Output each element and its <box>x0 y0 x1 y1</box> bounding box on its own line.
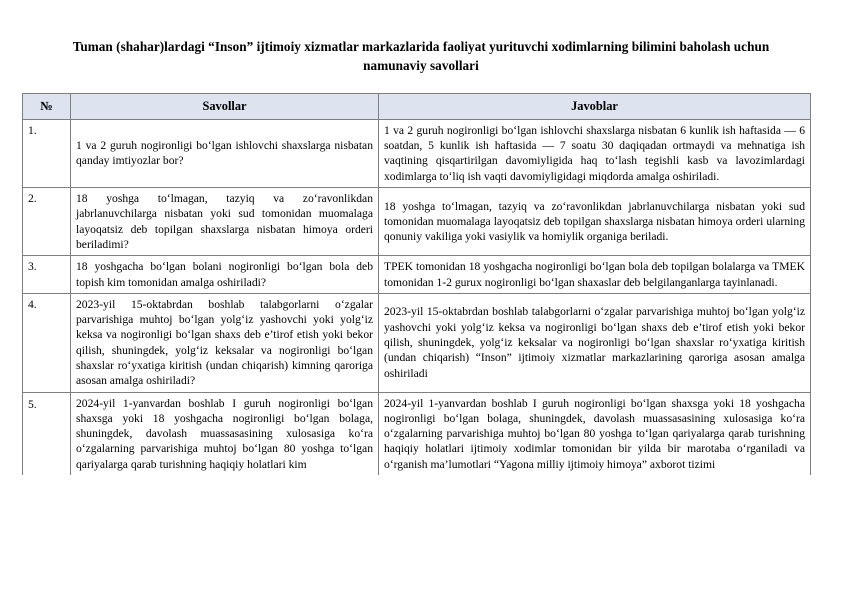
table-row <box>23 188 811 256</box>
column-header-number: № <box>23 94 71 119</box>
table-row <box>23 256 811 294</box>
qa-table-wrapper <box>22 93 810 475</box>
table-row <box>23 392 811 475</box>
row-number: 5. <box>23 392 71 475</box>
table-header-row <box>23 94 811 119</box>
table-row <box>23 119 811 187</box>
column-header-questions: Savollar <box>71 94 379 119</box>
row-question: 18 yoshga to‘lmagan, tazyiq va zo‘ravonlikdan jabrlanuvchilarga nisbatan yoki sud tomonidan muomalaga layoqatsiz deb topilgan shaxslarga nisbatan himoya orderi beriladimi? <box>71 188 379 256</box>
qa-table <box>22 93 811 475</box>
row-number: 2. <box>23 188 71 256</box>
row-question-text: 2024-yil 1-yanvardan boshlab I guruh nogironligi bo‘lgan shaxsga yoki 18 yoshgacha nogironligi bo‘lgan bolaga, shuningdek, davolash muassasasining xulosasiga ko‘ra o‘zgalarning parvarishiga muhtoj bo‘lgan 80 yoshga to‘lgan qariyalarga qarab turishning haqiqiy holatlari kim <box>76 396 373 471</box>
row-answer <box>379 392 811 475</box>
column-header-answers: Javoblar <box>379 94 811 119</box>
row-answer: 2023-yil 15-oktabrdan boshlab talabgorlarni o‘zgalar parvarishiga muhtoj bo‘lgan yolg‘iz yashovchi yoki yolg‘iz keksa va nogironligi bo‘lgan shaxs deb e’tirof etish yoki bekor qilish, shuningdek, yolg‘iz keksalar va nogironligi bo‘lgan shaxslar ro‘yxatiga kiritish (undan chiqarish) “Inson” ijtimoiy xizmatlar markazlarining qaroriga asosan amalga oshiriladi <box>379 293 811 392</box>
table-header <box>23 94 811 119</box>
row-number: 4. <box>23 293 71 392</box>
row-answer: 18 yoshga to‘lmagan, tazyiq va zo‘ravonlikdan jabrlanuvchilarga nisbatan yoki sud tomonidan muomalaga layoqatsiz deb topilgan shaxslarga nisbatan himoya orderi ularning qonuniy vakiliga yoki vasiylik va homiylik organiga beriladi. <box>379 188 811 256</box>
table-body <box>23 119 811 475</box>
table-row <box>23 293 811 392</box>
row-answer-text: 2024-yil 1-yanvardan boshlab I guruh nogironligi bo‘lgan shaxsga yoki 18 yoshgacha nogironligi bo‘lgan bolaga, shuningdek, davolash muassasasining xulosasiga ko‘ra o‘zgalarning parvarishiga muhtoj bo‘lgan 80 yoshga to‘lgan qariyalarga qarab turishning haqiqiy holatlari ijtimoiy xodimlar tomonidan bir yilda bir marotaba o‘rganiladi va o‘rganish ma’lumotlari “Yagona milliy ijtimoiy himoya” axborot tizimi <box>384 396 805 471</box>
row-question: 18 yoshgacha bo‘lgan bolani nogironligi bo‘lgan bola deb topish kim tomonidan amalga oshiriladi? <box>71 256 379 294</box>
row-question: 1 va 2 guruh nogironligi bo‘lgan ishlovchi shaxslarga nisbatan qanday imtiyozlar bor? <box>71 119 379 187</box>
row-number: 3. <box>23 256 71 294</box>
row-number: 1. <box>23 119 71 187</box>
row-question: 2023-yil 15-oktabrdan boshlab talabgorlarni o‘zgalar parvarishiga muhtoj bo‘lgan yolg‘iz yashovchi yoki yolg‘iz keksa va nogironligi bo‘lgan shaxs deb e’tirof etish yoki bekor qilish, shuningdek, yolg‘iz keksalar va nogironligi bo‘lgan shaxslar ro‘yxatiga kiritish (undan chiqarish) kimning qaroriga asosan amalga oshiriladi? <box>71 293 379 392</box>
row-answer: 1 va 2 guruh nogironligi bo‘lgan ishlovchi shaxslarga nisbatan 6 kunlik ish haftasida — 6 soatdan, 5 kunlik ish haftasida — 7 soatu 30 daqiqadan ortmaydi va mehnatiga ish vaqtining qisqartirilgan davomiyligida haq to‘lash tegishli kasb va lavozimlardagi xodimlarga to‘liq ish vaqti davomiyligidagi miqdorda amalga oshiriladi. <box>379 119 811 187</box>
row-question <box>71 392 379 475</box>
page-title: Tuman (shahar)lardagi “Inson” ijtimoiy xizmatlar markazlarida faoliyat yurituvchi xodimlarning bilimini baholash uchun namunaviy savollari <box>72 39 770 73</box>
row-answer: TPEK tomonidan 18 yoshgacha nogironligi bo‘lgan bola deb topilgan bolalarga va TMEK tomonidan 1-2 gurux nogironligi bo‘lgan shaxaslar deb belgilanganlarga tayinlanadi. <box>379 256 811 294</box>
